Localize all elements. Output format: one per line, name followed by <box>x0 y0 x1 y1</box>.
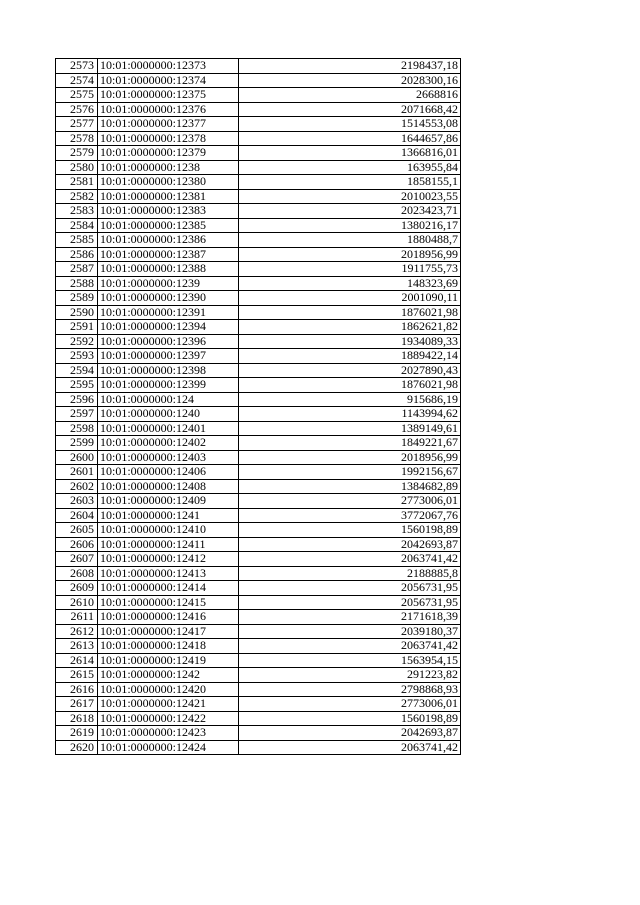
table-row <box>56 363 461 378</box>
table-row <box>56 218 461 233</box>
table-row <box>56 523 461 538</box>
value-cell: 3772067,76 <box>239 508 461 523</box>
cadastral-number-cell: 10:01:0000000:12385 <box>98 218 239 233</box>
value-cell: 1911755,73 <box>239 262 461 277</box>
cadastral-number-cell: 10:01:0000000:12406 <box>98 465 239 480</box>
cadastral-number-cell: 10:01:0000000:12374 <box>98 73 239 88</box>
row-number-cell: 2607 <box>56 552 98 567</box>
table-row <box>56 595 461 610</box>
row-number-cell: 2585 <box>56 233 98 248</box>
row-number-cell: 2611 <box>56 610 98 625</box>
cadastral-number-cell: 10:01:0000000:1240 <box>98 407 239 422</box>
cadastral-number-cell: 10:01:0000000:12421 <box>98 697 239 712</box>
value-cell: 1849221,67 <box>239 436 461 451</box>
row-number-cell: 2582 <box>56 189 98 204</box>
table-row <box>56 682 461 697</box>
table-row <box>56 131 461 146</box>
value-cell: 1380216,17 <box>239 218 461 233</box>
table-row <box>56 479 461 494</box>
value-cell: 2063741,42 <box>239 639 461 654</box>
row-number-cell: 2577 <box>56 117 98 132</box>
value-cell: 1560198,89 <box>239 523 461 538</box>
cadastral-number-cell: 10:01:0000000:1239 <box>98 276 239 291</box>
row-number-cell: 2615 <box>56 668 98 683</box>
table-row <box>56 436 461 451</box>
cadastral-number-cell: 10:01:0000000:12380 <box>98 175 239 190</box>
cadastral-number-cell: 10:01:0000000:12411 <box>98 537 239 552</box>
value-cell: 2188885,8 <box>239 566 461 581</box>
table-row <box>56 465 461 480</box>
value-cell: 2010023,55 <box>239 189 461 204</box>
value-cell: 2773006,01 <box>239 494 461 509</box>
table-row <box>56 305 461 320</box>
cadastral-number-cell: 10:01:0000000:12399 <box>98 378 239 393</box>
table-row <box>56 450 461 465</box>
data-table <box>55 58 461 755</box>
table-row <box>56 102 461 117</box>
row-number-cell: 2614 <box>56 653 98 668</box>
value-cell: 2042693,87 <box>239 537 461 552</box>
row-number-cell: 2580 <box>56 160 98 175</box>
value-cell: 1880488,7 <box>239 233 461 248</box>
table-row <box>56 624 461 639</box>
value-cell: 2171618,39 <box>239 610 461 625</box>
table-row <box>56 175 461 190</box>
value-cell: 1563954,15 <box>239 653 461 668</box>
value-cell: 2056731,95 <box>239 595 461 610</box>
row-number-cell: 2601 <box>56 465 98 480</box>
row-number-cell: 2597 <box>56 407 98 422</box>
table-row <box>56 581 461 596</box>
table-row <box>56 73 461 88</box>
table-row <box>56 494 461 509</box>
value-cell: 148323,69 <box>239 276 461 291</box>
value-cell: 915686,19 <box>239 392 461 407</box>
row-number-cell: 2618 <box>56 711 98 726</box>
row-number-cell: 2602 <box>56 479 98 494</box>
row-number-cell: 2608 <box>56 566 98 581</box>
value-cell: 2023423,71 <box>239 204 461 219</box>
row-number-cell: 2573 <box>56 59 98 74</box>
cadastral-number-cell: 10:01:0000000:12391 <box>98 305 239 320</box>
value-cell: 1560198,89 <box>239 711 461 726</box>
value-cell: 1876021,98 <box>239 378 461 393</box>
value-cell: 2071668,42 <box>239 102 461 117</box>
table-row <box>56 697 461 712</box>
row-number-cell: 2609 <box>56 581 98 596</box>
cadastral-number-cell: 10:01:0000000:12412 <box>98 552 239 567</box>
value-cell: 2018956,99 <box>239 247 461 262</box>
row-number-cell: 2604 <box>56 508 98 523</box>
value-cell: 1389149,61 <box>239 421 461 436</box>
table-row <box>56 740 461 755</box>
value-cell: 2063741,42 <box>239 740 461 755</box>
cadastral-number-cell: 10:01:0000000:12409 <box>98 494 239 509</box>
cadastral-number-cell: 10:01:0000000:12417 <box>98 624 239 639</box>
value-cell: 291223,82 <box>239 668 461 683</box>
table-row <box>56 291 461 306</box>
value-cell: 1862621,82 <box>239 320 461 335</box>
cadastral-number-cell: 10:01:0000000:12373 <box>98 59 239 74</box>
cadastral-number-cell: 10:01:0000000:12424 <box>98 740 239 755</box>
table-body <box>56 59 461 755</box>
row-number-cell: 2575 <box>56 88 98 103</box>
table-row <box>56 566 461 581</box>
cadastral-number-cell: 10:01:0000000:12383 <box>98 204 239 219</box>
row-number-cell: 2578 <box>56 131 98 146</box>
table-row <box>56 537 461 552</box>
row-number-cell: 2600 <box>56 450 98 465</box>
row-number-cell: 2588 <box>56 276 98 291</box>
cadastral-number-cell: 10:01:0000000:12422 <box>98 711 239 726</box>
table-row <box>56 334 461 349</box>
cadastral-number-cell: 10:01:0000000:12386 <box>98 233 239 248</box>
table-row <box>56 653 461 668</box>
cadastral-number-cell: 10:01:0000000:12388 <box>98 262 239 277</box>
cadastral-number-cell: 10:01:0000000:12401 <box>98 421 239 436</box>
row-number-cell: 2617 <box>56 697 98 712</box>
value-cell: 1934089,33 <box>239 334 461 349</box>
value-cell: 2668816 <box>239 88 461 103</box>
value-cell: 1644657,86 <box>239 131 461 146</box>
table-row <box>56 189 461 204</box>
row-number-cell: 2591 <box>56 320 98 335</box>
row-number-cell: 2610 <box>56 595 98 610</box>
cadastral-number-cell: 10:01:0000000:12402 <box>98 436 239 451</box>
value-cell: 1514553,08 <box>239 117 461 132</box>
table-row <box>56 88 461 103</box>
row-number-cell: 2574 <box>56 73 98 88</box>
table-row <box>56 320 461 335</box>
row-number-cell: 2584 <box>56 218 98 233</box>
value-cell: 2039180,37 <box>239 624 461 639</box>
row-number-cell: 2619 <box>56 726 98 741</box>
table-row <box>56 233 461 248</box>
table-row <box>56 59 461 74</box>
cadastral-number-cell: 10:01:0000000:12403 <box>98 450 239 465</box>
table-row <box>56 247 461 262</box>
cadastral-number-cell: 10:01:0000000:12408 <box>98 479 239 494</box>
cadastral-number-cell: 10:01:0000000:12398 <box>98 363 239 378</box>
row-number-cell: 2583 <box>56 204 98 219</box>
row-number-cell: 2589 <box>56 291 98 306</box>
row-number-cell: 2595 <box>56 378 98 393</box>
table-row <box>56 378 461 393</box>
value-cell: 1992156,67 <box>239 465 461 480</box>
table-row <box>56 407 461 422</box>
row-number-cell: 2576 <box>56 102 98 117</box>
value-cell: 1384682,89 <box>239 479 461 494</box>
row-number-cell: 2587 <box>56 262 98 277</box>
cadastral-number-cell: 10:01:0000000:12419 <box>98 653 239 668</box>
value-cell: 1366816,01 <box>239 146 461 161</box>
table-row <box>56 711 461 726</box>
table-row <box>56 392 461 407</box>
cadastral-number-cell: 10:01:0000000:12416 <box>98 610 239 625</box>
value-cell: 2018956,99 <box>239 450 461 465</box>
table-row <box>56 552 461 567</box>
cadastral-number-cell: 10:01:0000000:12375 <box>98 88 239 103</box>
value-cell: 2773006,01 <box>239 697 461 712</box>
row-number-cell: 2606 <box>56 537 98 552</box>
table-row <box>56 146 461 161</box>
cadastral-number-cell: 10:01:0000000:12390 <box>98 291 239 306</box>
table-row <box>56 276 461 291</box>
row-number-cell: 2598 <box>56 421 98 436</box>
table-row <box>56 726 461 741</box>
row-number-cell: 2605 <box>56 523 98 538</box>
table-row <box>56 204 461 219</box>
value-cell: 2056731,95 <box>239 581 461 596</box>
cadastral-number-cell: 10:01:0000000:1242 <box>98 668 239 683</box>
table-row <box>56 117 461 132</box>
cadastral-number-cell: 10:01:0000000:1241 <box>98 508 239 523</box>
value-cell: 2001090,11 <box>239 291 461 306</box>
table-row <box>56 262 461 277</box>
table-row <box>56 349 461 364</box>
row-number-cell: 2596 <box>56 392 98 407</box>
value-cell: 1876021,98 <box>239 305 461 320</box>
cadastral-number-cell: 10:01:0000000:12378 <box>98 131 239 146</box>
cadastral-number-cell: 10:01:0000000:1238 <box>98 160 239 175</box>
row-number-cell: 2592 <box>56 334 98 349</box>
value-cell: 2798868,93 <box>239 682 461 697</box>
row-number-cell: 2599 <box>56 436 98 451</box>
row-number-cell: 2612 <box>56 624 98 639</box>
value-cell: 1889422,14 <box>239 349 461 364</box>
cadastral-number-cell: 10:01:0000000:12415 <box>98 595 239 610</box>
cadastral-number-cell: 10:01:0000000:12410 <box>98 523 239 538</box>
cadastral-number-cell: 10:01:0000000:12418 <box>98 639 239 654</box>
value-cell: 2028300,16 <box>239 73 461 88</box>
cadastral-number-cell: 10:01:0000000:12397 <box>98 349 239 364</box>
cadastral-number-cell: 10:01:0000000:12377 <box>98 117 239 132</box>
cadastral-number-cell: 10:01:0000000:12376 <box>98 102 239 117</box>
table-row <box>56 508 461 523</box>
cadastral-number-cell: 10:01:0000000:12387 <box>98 247 239 262</box>
table-row <box>56 160 461 175</box>
value-cell: 2027890,43 <box>239 363 461 378</box>
table-row <box>56 668 461 683</box>
row-number-cell: 2594 <box>56 363 98 378</box>
row-number-cell: 2613 <box>56 639 98 654</box>
row-number-cell: 2579 <box>56 146 98 161</box>
cadastral-number-cell: 10:01:0000000:12394 <box>98 320 239 335</box>
table-row <box>56 610 461 625</box>
value-cell: 2198437,18 <box>239 59 461 74</box>
row-number-cell: 2581 <box>56 175 98 190</box>
cadastral-number-cell: 10:01:0000000:12381 <box>98 189 239 204</box>
table-row <box>56 639 461 654</box>
table-row <box>56 421 461 436</box>
row-number-cell: 2590 <box>56 305 98 320</box>
cadastral-number-cell: 10:01:0000000:12396 <box>98 334 239 349</box>
row-number-cell: 2586 <box>56 247 98 262</box>
value-cell: 1858155,1 <box>239 175 461 190</box>
row-number-cell: 2620 <box>56 740 98 755</box>
cadastral-number-cell: 10:01:0000000:12379 <box>98 146 239 161</box>
value-cell: 1143994,62 <box>239 407 461 422</box>
row-number-cell: 2593 <box>56 349 98 364</box>
cadastral-number-cell: 10:01:0000000:12414 <box>98 581 239 596</box>
cadastral-number-cell: 10:01:0000000:124 <box>98 392 239 407</box>
cadastral-number-cell: 10:01:0000000:12423 <box>98 726 239 741</box>
value-cell: 2063741,42 <box>239 552 461 567</box>
value-cell: 163955,84 <box>239 160 461 175</box>
value-cell: 2042693,87 <box>239 726 461 741</box>
cadastral-number-cell: 10:01:0000000:12420 <box>98 682 239 697</box>
row-number-cell: 2616 <box>56 682 98 697</box>
row-number-cell: 2603 <box>56 494 98 509</box>
cadastral-number-cell: 10:01:0000000:12413 <box>98 566 239 581</box>
